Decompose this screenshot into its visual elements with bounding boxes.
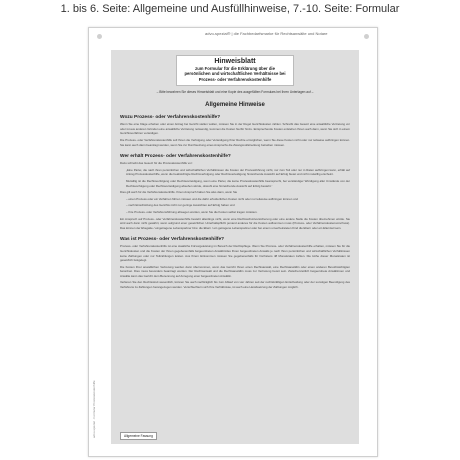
section-was bbox=[120, 237, 350, 289]
subtitle-line: Prozess- oder Verfahrenskostenhilfe bbox=[198, 76, 272, 82]
subtitle-line: persönlichen und wirtschaftlichen Verhältnisse bei bbox=[184, 71, 286, 77]
section-title: Was ist Prozess- oder Verfahrenskostenhilfe? bbox=[120, 237, 225, 243]
storage-note: – Bitte bewahren Sie dieses Hinweisblatt und eine Kopie des ausgefüllten Formulars bei Ihren Unterlagen auf – bbox=[156, 90, 314, 95]
paragraph: Wenn Sie eine Klage erheben oder einen Antrag bei Gericht stellen wollen, müssen Sie in der Regel Gerichtskosten zahlen. Schreibt das Gesetz eine anwaltliche Vertretung vor oder ist aus anderen Gründen eine anwaltliche Vertretung notwendig, kommen die Kosten hierfür hinzu. Entsprechende Kosten entstehen Ihnen auch dann, wenn Sie sich in einem Gerichtsverfahren verteidigen. bbox=[120, 122, 350, 136]
paragraph: Die Kosten Ihrer anwaltlichen Vertretung werden dann übernommen, wenn das Gericht Ihnen einen Rechtsanwalt, eine Rechtsanwältin oder einen anderen Bevollmächtigten beiordnet. Dies muss besonders beantragt werden. Der Rechtsanwalt und die Rechtsanwältin muss zur Vertretung bereit sein. Zwischenzeitlich beigeordnete Anwältinnen und Anwälte kann das Gericht dem Benennung auf Anregung einer beigeordneten Anwältin. bbox=[120, 264, 350, 278]
brand-line: advo-spezial® | die Fachbedarfsmarke für Rechtsanwälte und Notare bbox=[205, 31, 328, 36]
page-caption: 1. bis 6. Seite: Allgemeine und Ausfüllhinweise, 7.-10. Seite: Formular bbox=[60, 3, 400, 15]
edition-label: Allgemeine Fassung bbox=[120, 432, 157, 440]
paragraph: Die Prozess- oder Verfahrenskostenhilfe soll Ihnen die Verfolgung oder Verteidigung Ihrer Rechte ermöglichen, wenn Sie diese Kosten nicht oder nur teilweise aufbringen können. Sie kann auch dann beantragt werden, wenn Sie zur Durchsetzung eines Anspruchs die Zwangsvollstreckung betreiben müssen. bbox=[120, 138, 350, 147]
quote-paragraph: Mutwillig ist die Rechtsverfolgung oder Rechtsverteidigung, wenn eine Partei, die keine Prozesskostenhilfe beansprucht, bei verständiger Würdigung aller Umstände von der Rechtsverfolgung oder Rechtsverteidigung absehen würde, obwohl eine hinreichende Aussicht auf Erfolg besteht.“ bbox=[126, 178, 350, 188]
quote-paragraph: „Eine Partei, die nach ihren persönlichen und wirtschaftlichen Verhältnissen die Kosten der Prozessführung nicht, nur zum Teil oder nur in Raten aufbringen kann, erhält auf Antrag Prozesskostenhilfe, wenn die beabsichtigte Rechtsverfolgung oder Rechtsverteidigung hinreichende Aussicht auf Erfolg bietet und nicht mutwillig erscheint. bbox=[126, 167, 350, 177]
paragraph: Verlieren Sie den Rechtsstreit wesentlich, können Sie auch nachträglich bis zum Ablauf von vier Jahren seit der rechtskräftigen Entscheidung oder der sonstigen Beendigung des Verfahrens zu Zahlungen herangezogen werden. Verschlechtern sich Ihre Verhältnisse, ist auch eine Herabsetzung der Zahlungen möglich. bbox=[120, 280, 350, 290]
side-print-text: advo-spezial · Formular Prozesskostenhilfe bbox=[92, 380, 96, 438]
section-title: Wer erhält Prozess- oder Verfahrenskostenhilfe? bbox=[120, 154, 231, 160]
section-wer bbox=[120, 154, 350, 230]
paragraph: Prozess- oder Verfahrenskostenhilfe ist eine staatliche Fürsorgeleistung im Bereich der Rechtspflege. Wenn Sie Prozess- oder Verfahrenskostenhilfe erhalten, müssen Sie für die Gerichtskosten und die Kosten der Ihnen gegebenenfalls beigeordneten Anwältin/des Ihnen beigeordneten Anwalts je nach Ihren persönlichen und wirtschaftlichen Verhältnissen keine Zahlungen oder nur Teilzahlungen leisten. Aus Ihrem Einkommen müssen Sie gegebenenfalls für höchstens 48 Monatsraten zahlen. Die Höhe dieser Monatsraten ist gesetzlich festgelegt. bbox=[120, 244, 350, 263]
info-panel bbox=[111, 50, 359, 444]
subtitle-line: zum Formular für die Erklärung über die bbox=[195, 66, 275, 71]
paragraph: Dazu schreibt das Gesetz für die Prozesskostenhilfe vor: bbox=[120, 161, 193, 166]
document-sheet bbox=[88, 27, 378, 457]
section-heading: Allgemeine Hinweise bbox=[205, 102, 265, 109]
title-box bbox=[176, 55, 294, 86]
paragraph: Dies gilt auch für die Verfahrenskostenhilfe. Ihnen Anspruch haben Sie also dann, wenn Sie bbox=[120, 190, 238, 195]
punch-hole-left bbox=[97, 34, 102, 39]
list-item: – einen Prozess oder ein Verfahren führen müssen und die dafür erforderlichen Kosten nicht oder nur teilweise aufbringen können und bbox=[126, 196, 298, 201]
section-wozu bbox=[120, 115, 350, 147]
section-title: Wozu Prozess- oder Verfahrenskostenhilfe? bbox=[120, 115, 221, 121]
punch-hole-right bbox=[364, 34, 369, 39]
list-item: – nach Einschätzung des Gerichts nicht nur geringe Aussichten auf Erfolg haben und bbox=[126, 203, 235, 208]
side-print-info bbox=[92, 358, 99, 443]
document-title: Hinweisblatt bbox=[214, 58, 256, 65]
list-item: – Ihre Prozess- oder Verfahrensführung abwegen wurden, wenn Sie die Kosten selbst tragen müssten. bbox=[126, 209, 258, 214]
paragraph: Ein Anspruch auf Prozess- oder Verfahrenskostenhilfe besteht allerdings nicht, wenn eine Rechtsschutzversicherung oder eine andere Stelle die Kosten übernehmen würde. Sie wird auch dann nicht gewährt, wenn aufgrund einer gesetzlichen Unterhaltspflicht jemand anderes für die Kosten aufkommen muss (Prozess- oder Verfahrenskostenvorschuss). Das können der Ehegatte / eingetragene Lebenspartner bzw. die Eltern / ein getragene Lebenspartner oder bei einem unverheirateten Kind die Eltern oder ein Elternteil sein. bbox=[120, 216, 350, 230]
